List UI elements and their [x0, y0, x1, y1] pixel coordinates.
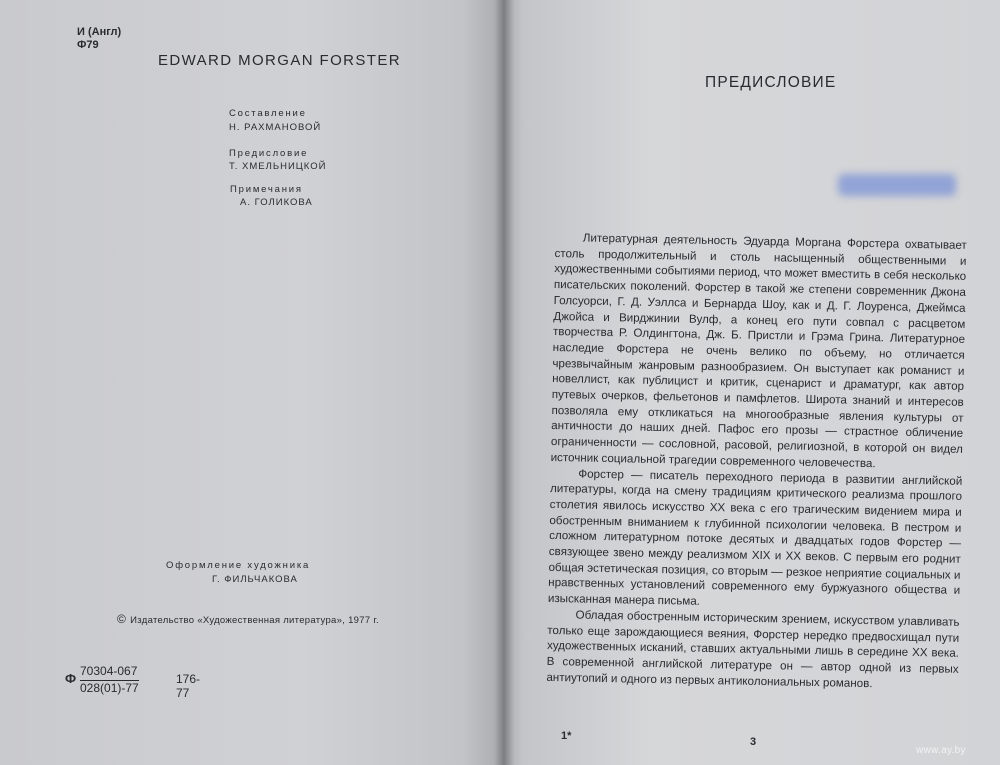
paragraph-2: Форстер — писатель переходного периода в развитии английской литературы, когда на смену традициям критического реализма прошлого столетия явилось искусство XX века с его трагическим видением мира и обостренным вниманием к глубинной психологии человека. В пестром и сложном литературном потоке десятых и двадцатых годов Форстер — связующее звено между реализмом XIX и XX веков. С первым его роднит общая эстетическая позиция, со вторым — резкое неприятие социальных и нравственных установлений современного ему буржуазного общества и изысканная манера письма. — [547, 467, 963, 609]
index-denominator: 028(01)-77 — [80, 681, 139, 695]
credit-name-preface: Т. ХМЕЛЬНИЦКОЙ — [229, 161, 327, 172]
credit-label-compilation: Составление — [229, 108, 307, 119]
copyright-line — [117, 612, 379, 626]
page-number: 3 — [750, 736, 757, 748]
paragraph-3: Обладая обостренным историческим зрением, искусством улавливать только еще зарождающиеся веяния, Форстер нередко предвосхищал пути художественных исканий, ставших актуальными лишь в середине XX века. В современной английской литературе он — автор одной из первых антиутопий и одного из первых антиколониальных романов. — [546, 608, 960, 690]
english-title: EDWARD MORGAN FORSTER — [158, 52, 402, 69]
index-suffix: 176-77 — [176, 672, 201, 700]
credit-label-preface: Предисловие — [229, 148, 309, 159]
paragraph-1: Литературная деятельность Эдуарда Моргана Форстера охватывает столь продолжительный и столь насыщенный общественными и художественными событиями период, что может вместить в себя несколько писательских поколений. Форстер в такой же степени современник Джона Голсуорси, Г. Д. Уэллса и Бернарда Шоу, как и Д. Г. Лоуренса, Джеймса Джойса и Вирджинии Вулф, а конец его пути совпал с расцветом творчества Р. Олдингтона, Дж. Б. Пристли и Грэма Грина. Литературное наследие Форстера не очень велико по объему, но отличается чрезвычайным жанровым разнообразием. Он выступает как романист и новеллист, как публицист и критик, сценарист и драматург, как автор путевых очерков, фельетонов и памфлетов. Широта знаний и интересов позволяла ему откликаться на многообразные явления культуры от античности до наших дней. Пафос его прозы — страстное обличение ограниченности — сословной, расовой, религиозной, в которой он видел источник социальной трагедии современного человечества. — [550, 231, 967, 471]
index-letter: Ф — [65, 671, 77, 686]
copyright-icon: © — [117, 612, 127, 626]
credit-name-compilation: Н. РАХМАНОВОЙ — [229, 122, 322, 133]
credit-label-design: Оформление художника — [166, 560, 311, 571]
copyright-text: Издательство «Художественная литература», 1977 г. — [130, 615, 379, 626]
shelf-code: Ф79 — [77, 39, 99, 51]
index-fraction — [80, 664, 139, 696]
signature-mark: 1* — [561, 730, 572, 742]
blurred-stamp — [838, 174, 956, 196]
index-numerator: 70304-067 — [80, 664, 139, 681]
book-spine-gutter — [494, 0, 514, 765]
credit-name-design: Г. ФИЛЬЧАКОВА — [212, 574, 298, 585]
site-watermark: www.ay.by — [916, 745, 966, 756]
preface-body — [546, 230, 967, 693]
credit-label-notes: Примечания — [230, 184, 303, 195]
preface-heading: ПРЕДИСЛОВИЕ — [705, 74, 837, 91]
catalog-code: И (Англ) — [77, 26, 122, 38]
credit-name-notes: А. ГОЛИКОВА — [240, 197, 313, 208]
